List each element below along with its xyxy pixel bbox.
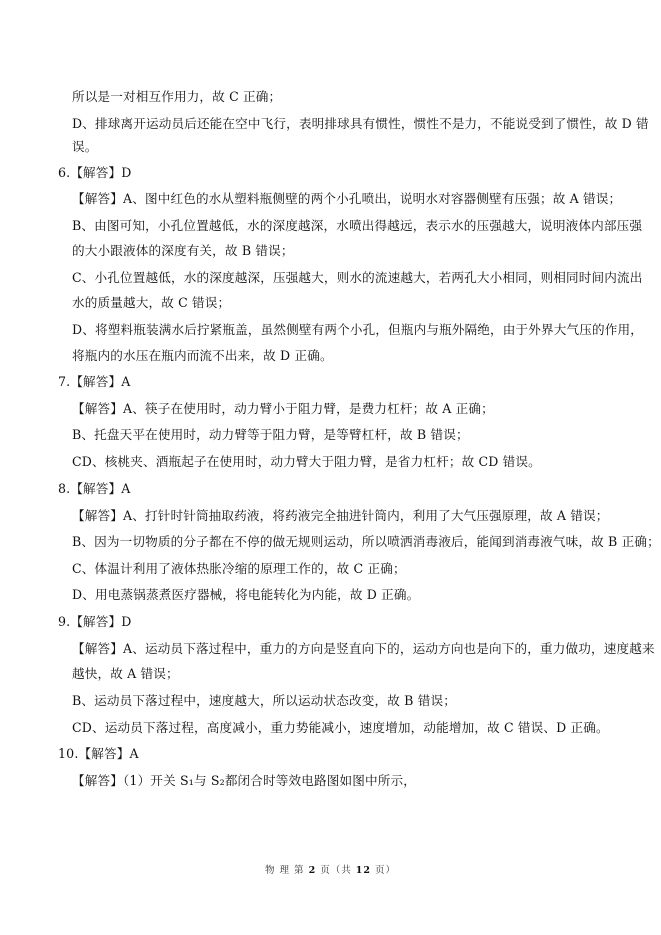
footer-total-pages: 12 bbox=[355, 865, 371, 876]
text-line: 【解答】A、运动员下落过程中，重力的方向是竖直向下的，运动方向也是向下的，重力做功，速度越来 bbox=[72, 641, 655, 656]
text-line: 所以是一对相互作用力，故 C 正确； bbox=[72, 89, 282, 104]
text-line: 误。 bbox=[72, 139, 98, 154]
answer-heading-10: 10.【解答】A bbox=[58, 746, 139, 761]
text-line: 【解答】A、打针时针筒抽取药液，将药液完全抽进针筒内，利用了大气压强原理，故 A 错误； bbox=[72, 508, 609, 523]
footer-page-number: 2 bbox=[308, 865, 317, 876]
text-line: B、运动员下落过程中，速度越大，所以运动状态改变，故 B 错误； bbox=[72, 693, 456, 708]
footer-page-suffix: 页） bbox=[375, 865, 397, 876]
answer-heading-6: 6.【解答】D bbox=[58, 165, 132, 180]
text-line: 水的质量越大，故 C 错误； bbox=[72, 295, 231, 310]
text-line: C、小孔位置越低，水的深度越深，压强越大，则水的流速越大，若两孔大小相同，则相同时间内流出 bbox=[72, 270, 643, 285]
text-line: 【解答】A、图中红色的水从塑料瓶侧壁的两个小孔喷出，说明水对容器侧壁有压强；故 A 错误； bbox=[72, 191, 622, 206]
text-line: 越快，故 A 错误； bbox=[72, 666, 179, 681]
answer-heading-7: 7.【解答】A bbox=[58, 374, 131, 389]
text-line: CD、运动员下落过程，高度减小，重力势能减小，速度增加，动能增加，故 C 错误、D 正确。 bbox=[72, 720, 609, 735]
footer-page-prefix: 第 bbox=[294, 865, 305, 876]
text-line: B、托盘天平在使用时，动力臂等于阻力臂，是等臂杠杆，故 B 错误； bbox=[72, 427, 469, 442]
text-line: B、因为一切物质的分子都在不停的做无规则运动，所以喷洒消毒液后，能闻到消毒液气味，故 B 正确； bbox=[72, 534, 660, 549]
footer-page-mid: 页（共 bbox=[320, 865, 352, 876]
answer-heading-9: 9.【解答】D bbox=[58, 614, 132, 629]
text-line: D、排球离开运动员后还能在空中飞行，表明排球具有惯性，惯性不是力，不能说受到了惯性，故 D 错 bbox=[72, 116, 649, 131]
text-line: 【解答】A、筷子在使用时，动力臂小于阻力臂，是费力杠杆；故 A 正确； bbox=[72, 401, 494, 416]
text-line: 【解答】（1）开关 S₁与 S₂都闭合时等效电路图如图中所示， bbox=[72, 773, 416, 788]
text-line: D、用电蒸锅蒸煮医疗器械，将电能转化为内能，故 D 正确。 bbox=[72, 587, 420, 602]
text-line: B、由图可知，小孔位置越低，水的深度越深，水喷出得越远，表示水的压强越大，说明液体内部压强 bbox=[72, 218, 643, 233]
text-line: 的大小跟液体的深度有关，故 B 错误； bbox=[72, 243, 294, 258]
text-line: C、体温计利用了液体热胀冷缩的原理工作的，故 C 正确； bbox=[72, 561, 406, 576]
page-footer bbox=[0, 865, 661, 877]
footer-subject: 物 理 bbox=[264, 865, 290, 876]
answer-heading-8: 8.【解答】A bbox=[58, 481, 131, 496]
text-line: CD、核桃夹、酒瓶起子在使用时，动力臂大于阻力臂，是省力杠杆；故 CD 错误。 bbox=[72, 454, 541, 469]
text-line: 将瓶内的水压在瓶内而流不出来，故 D 正确。 bbox=[72, 348, 333, 363]
text-line: D、将塑料瓶装满水后拧紧瓶盖，虽然侧壁有两个小孔，但瓶内与瓶外隔绝，由于外界大气压的作用， bbox=[72, 322, 643, 337]
